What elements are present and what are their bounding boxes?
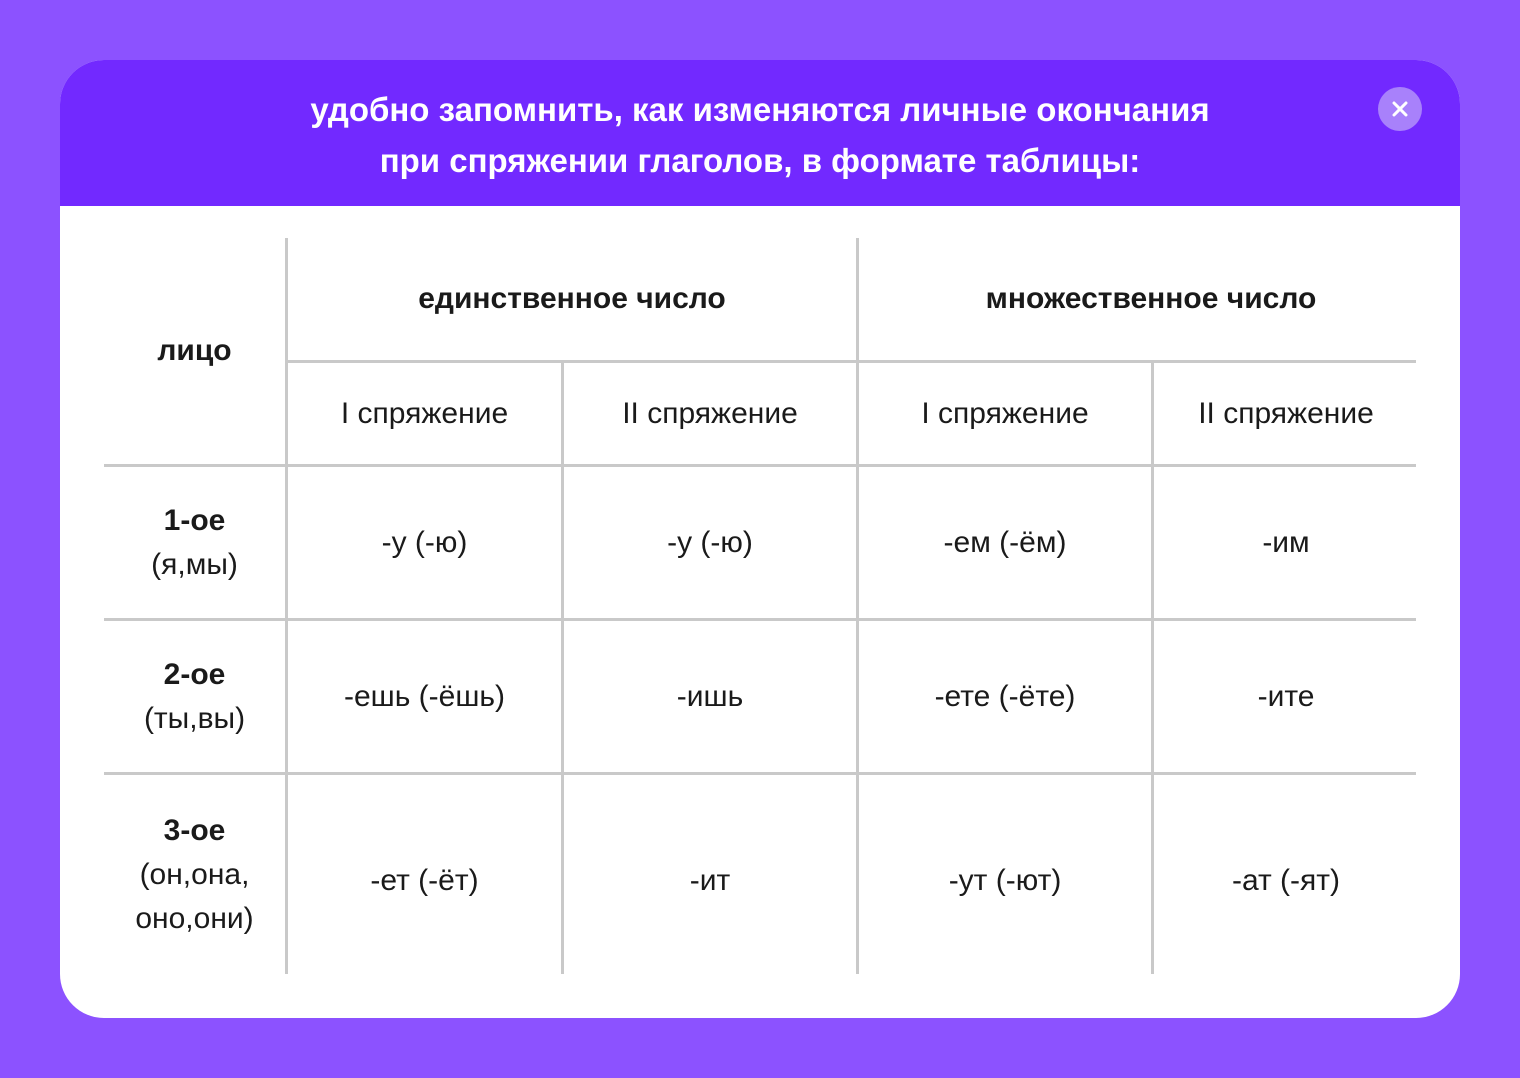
table-cell: -ем (-ём): [943, 525, 1067, 559]
table-cell: -ут (-ют): [948, 864, 1062, 897]
card-header: [60, 60, 1460, 206]
person-number: 2-ое: [163, 657, 226, 691]
plural-conjugation-1: I спряжение: [921, 396, 1089, 430]
table-row-person: [104, 621, 285, 772]
person-pronouns: (я,мы): [151, 547, 238, 581]
singular-header: единственное число: [418, 282, 726, 315]
plural-conjugation-2: II спряжение: [1198, 396, 1374, 430]
table-cell: -ете (-ёте): [934, 679, 1076, 713]
singular-conjugation-1: I спряжение: [340, 396, 509, 430]
singular-conjugation-2: II спряжение: [622, 396, 798, 430]
table-cell: -ишь: [676, 679, 744, 713]
table-cell: -им: [1262, 525, 1310, 559]
table-cell: -ет (-ёт): [370, 864, 479, 897]
header-title-line-2: при спряжении глаголов, в формате таблицы:: [379, 142, 1141, 179]
table-cell: -ат (-ят): [1231, 864, 1341, 897]
table-cell: -у (-ю): [381, 525, 468, 559]
person-pronouns: (ты,вы): [143, 701, 246, 735]
close-icon: [1390, 99, 1410, 119]
person-number: 1-ое: [163, 503, 226, 537]
header-title-line-1: удобно запомнить, как изменяются личные окончания: [310, 91, 1210, 128]
person-pronouns: (он,она,: [139, 858, 250, 891]
table-row-person: [104, 467, 285, 618]
close-button[interactable]: [1378, 87, 1422, 131]
table-row-person: [104, 775, 285, 975]
table-cell: -ите: [1257, 679, 1315, 713]
table-cell: -у (-ю): [667, 525, 753, 559]
person-pronouns: оно,они): [135, 902, 254, 935]
table-cell: -ит: [689, 864, 731, 897]
person-number: 3-ое: [163, 814, 226, 847]
person-column-header: лицо: [157, 334, 232, 367]
table-cell: -ешь (-ёшь): [343, 679, 506, 713]
plural-header: множественное число: [985, 282, 1317, 315]
